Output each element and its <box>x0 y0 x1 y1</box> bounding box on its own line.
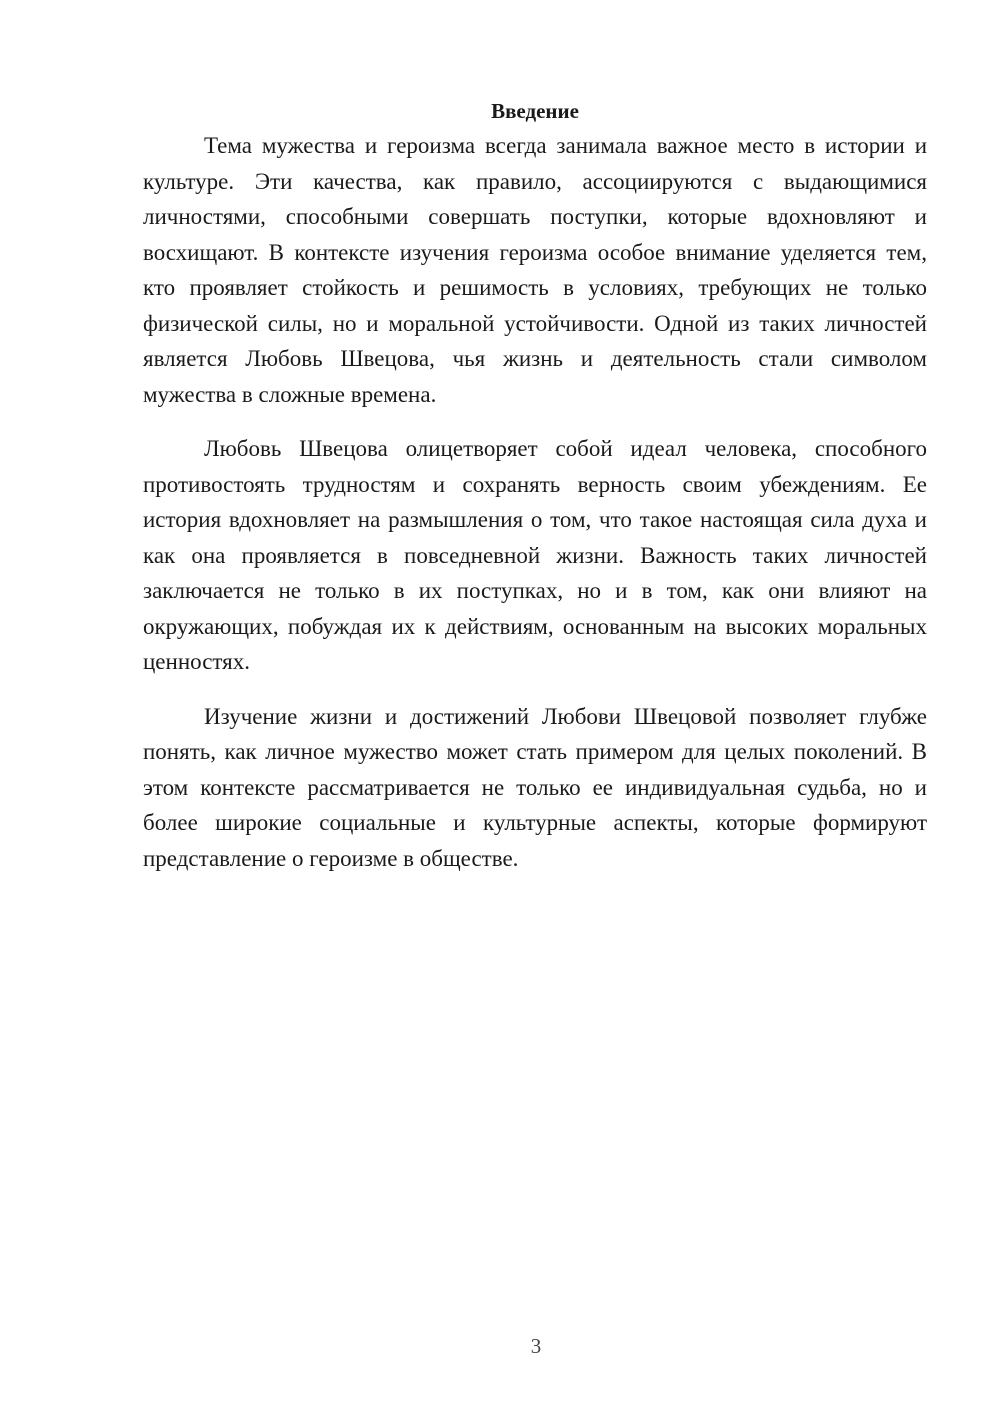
paragraph-1: Тема мужества и героизма всегда занимала важное место в истории и культуре. Эти качества, как правило, ассоциируются с выдающимися личностями, способными совершать поступки, которые вдохновляют и восхищают. В контексте изучения героизма особое внимание уделяется тем, кто проявляет стойкость и решимость в условиях, требующих не только физической силы, но и моральной устойчивости. Одной из таких личностей является Любовь Швецова, чья жизнь и деятельность стали символом мужества в сложные времена. <box>143 133 927 407</box>
page-number: 3 <box>530 1334 542 1358</box>
page-body <box>143 96 927 895</box>
paragraph-2: Любовь Швецова олицетворяет собой идеал человека, способного противостоять трудностям и сохранять верность своим убеждениям. Ее история вдохновляет на размышления о том, что такое настоящая сила духа и как она проявляется в повседневной жизни. Важность таких личностей заключается не только в их поступках, но и в том, как они влияют на окружающих, побуждая их к действиям, основанным на высоких моральных ценностях. <box>143 436 927 674</box>
paragraph-3: Изучение жизни и достижений Любови Швецовой позволяет глубже понять, как личное мужество может стать примером для целых поколений. В этом контексте рассматривается не только ее индивидуальная судьба, но и более широкие социальные и культурные аспекты, которые формируют представление о героизме в обществе. <box>143 703 927 871</box>
section-heading: Введение <box>491 99 579 123</box>
